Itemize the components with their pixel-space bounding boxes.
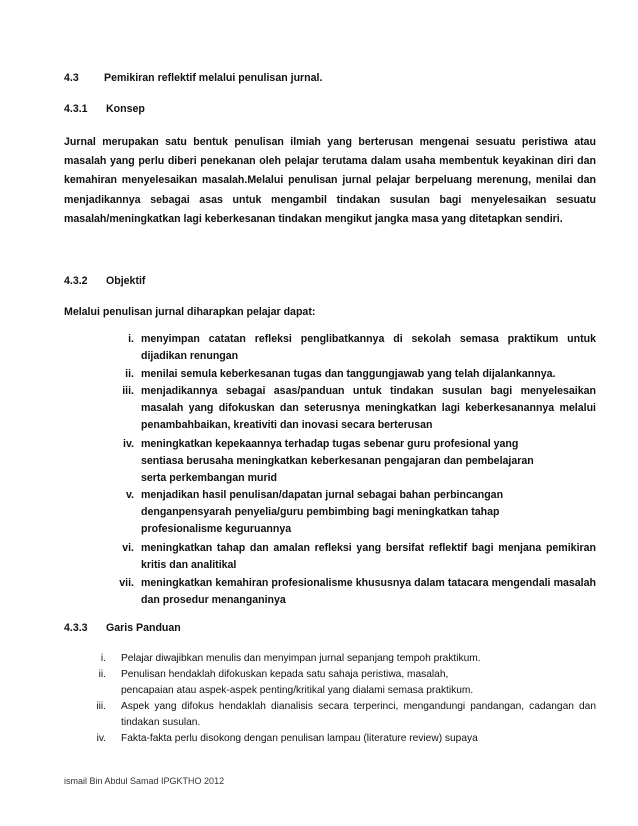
list-text: menjadikan hasil penulisan/dapatan jurnal sebagai bahan perbincangan: [141, 489, 504, 501]
list-text: menyimpan catatan refleksi penglibatkannya di sekolah semasa praktikum untuk dijadikan renungan: [141, 333, 596, 362]
list-text: serta perkembangan murid: [141, 472, 277, 484]
section-title: Konsep: [106, 103, 145, 115]
section-heading-4-3-1: [64, 101, 145, 118]
list-label: vi.: [122, 542, 134, 554]
list-label: iv.: [96, 733, 106, 744]
section-heading-4-3-3: [64, 620, 181, 637]
section-number: 4.3.3: [64, 622, 88, 634]
list-text: denganpensyarah penyelia/guru pembimbing bagi meningkatkan tahap: [141, 506, 500, 518]
list-label: ii.: [125, 368, 134, 380]
section-title: Pemikiran reflektif melalui penulisan jurnal.: [104, 72, 323, 84]
list-text: meningkatkan kepekaannya terhadap tugas sebenar guru profesional yang: [141, 438, 519, 450]
list-label: iv.: [123, 438, 134, 450]
list-text: profesionalisme keguruannya: [141, 523, 292, 535]
konsep-text: Jurnal merupakan satu bentuk penulisan ilmiah yang berterusan mengenai sesuatu peristiwa atau masalah yang perlu diberi penekanan oleh pelajar terutama dalam usaha membentuk keyakinan diri dan kemahiran menyelesaikan masalah.Melalui penulisan jurnal pelajar berpeluang merenung, menilai dan menjadikannya sebagai asas untuk mengambil tindakan susulan bagi menyelesaikan sesuatu masalah/meningkatkan lagi keberkesanan tindakan mengikut jangka masa yang ditetapkan sendiri.: [64, 136, 596, 225]
list-label: ii.: [98, 669, 106, 680]
page-footer: ismail Bin Abdul Samad IPGKTHO 2012: [64, 776, 225, 786]
section-number: 4.3.1: [64, 103, 88, 115]
konsep-paragraph: [64, 133, 596, 229]
list-text: Fakta-fakta perlu disokong dengan penulisan lampau (literature review) supaya: [121, 733, 478, 744]
list-label: vii.: [119, 577, 134, 589]
list-text: menjadikannya sebagai asas/panduan untuk tindakan susulan bagi menyelesaikan masalah yang difokuskan dan seterusnya meningkatkan lagi keberkesanannya melalui penambahbaikan, kreativiti dan inovasi secara berterusan: [141, 385, 596, 431]
section-number: 4.3: [64, 72, 79, 84]
list-label: iii.: [96, 701, 106, 712]
list-label: iii.: [122, 385, 134, 397]
list-label: v.: [125, 489, 134, 501]
list-text: sentiasa berusaha meningkatkan keberkesanan pengajaran dan pembelajaran: [141, 455, 534, 467]
list-text: pencapaian atau aspek-aspek penting/kritikal yang dialami semasa praktikum.: [121, 685, 474, 696]
list-text: meningkatkan tahap dan amalan refleksi yang bersifat reflektif bagi menjana pemikiran kritis dan analitikal: [141, 542, 596, 571]
list-text: Penulisan hendaklah difokuskan kepada satu sahaja peristiwa, masalah,: [121, 669, 449, 680]
objektif-intro: Melalui penulisan jurnal diharapkan pelajar dapat:: [64, 306, 316, 318]
section-heading-4-3-2: [64, 273, 145, 290]
list-label: i.: [100, 653, 106, 664]
section-title: Garis Panduan: [106, 622, 181, 634]
section-heading-4-3: [64, 70, 322, 87]
list-text: meningkatkan kemahiran profesionalisme khususnya dalam tatacara mengendali masalah dan prosedur menanganinya: [141, 577, 596, 606]
section-number: 4.3.2: [64, 275, 88, 287]
list-text: Aspek yang difokus hendaklah dianalisis secara terperinci, mengandungi pandangan, cadangan dan tindakan susulan.: [121, 701, 596, 728]
list-label: i.: [128, 333, 134, 345]
list-text: Pelajar diwajibkan menulis dan menyimpan jurnal sepanjang tempoh praktikum.: [121, 653, 481, 664]
list-text: menilai semula keberkesanan tugas dan tanggungjawab yang telah dijalankannya.: [141, 368, 556, 380]
section-title: Objektif: [106, 275, 146, 287]
